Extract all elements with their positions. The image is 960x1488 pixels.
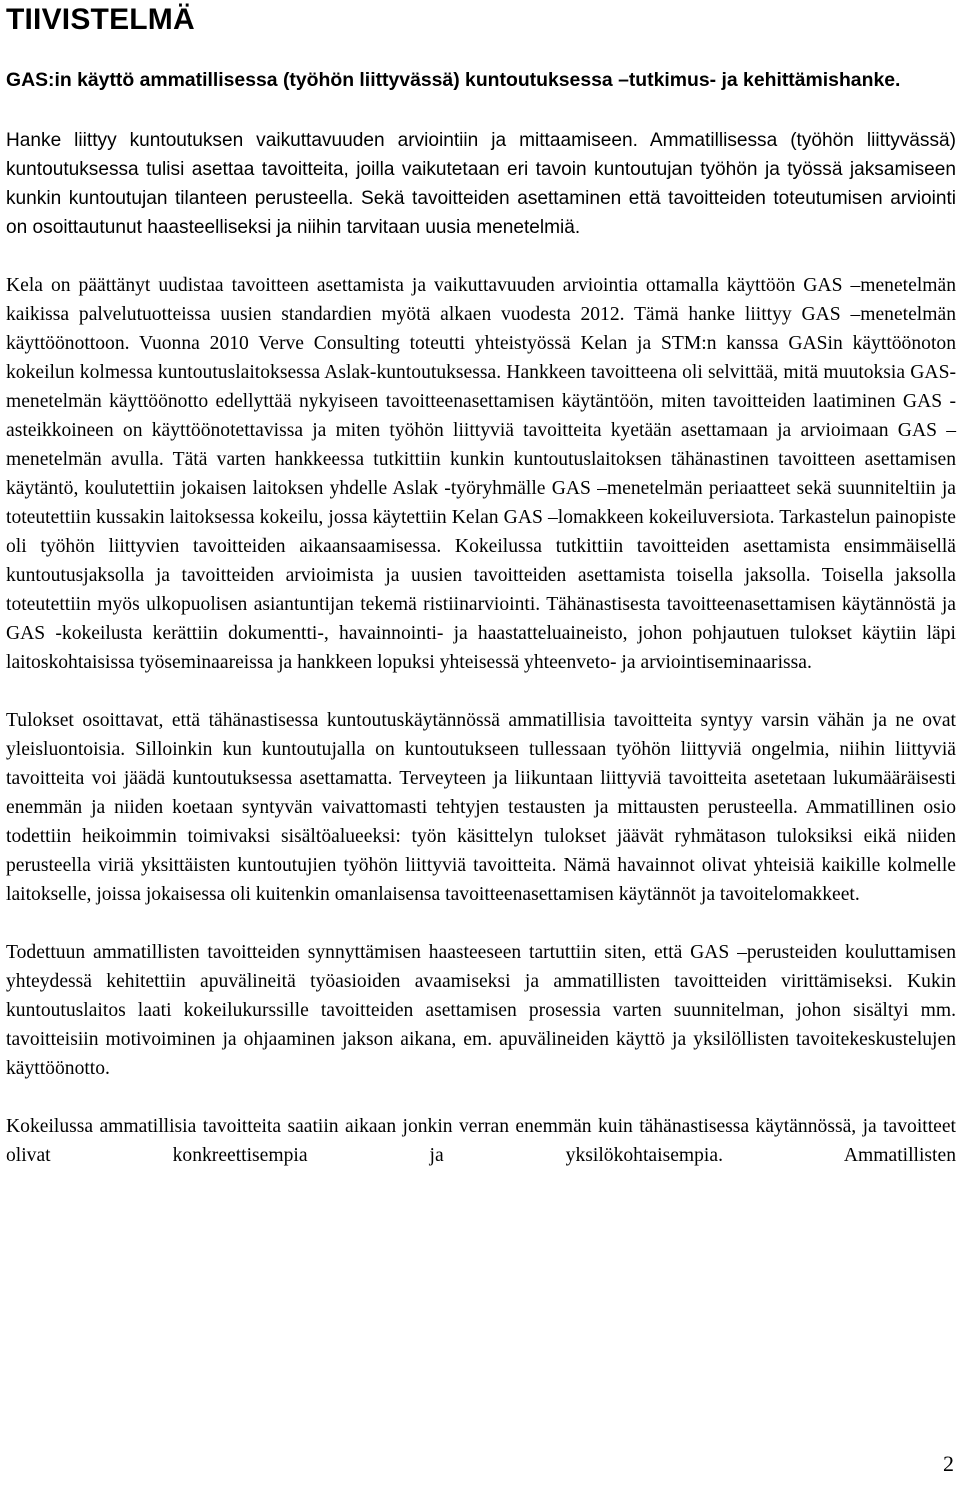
paragraph-results: Tulokset osoittavat, että tähänastisessa kuntoutuskäytännössä ammatillisia tavoitteita syntyy varsin vähän ja ne ovat yleisluontoisia. Silloinkin kun kuntoutujalla on kuntoutukseen tullessaan työhön liittyviä ongelmia, niihin liittyviä tavoitteita voi jäädä kuntoutuksessa asettamatta. Terveyteen ja liikuntaan liittyviä tavoitteita asetetaan lukumääräisesti enemmän ja niiden koetaan syntyvän vaivattomasti tehtyjen testausten ja mittausten perusteella. Ammatillinen osio todettiin heikoimmin toimivaksi sisältöalueeksi: työn käsittelyn tulokset jäävät ryhmätason tuloksiksi eikä niiden perusteella viriä yksittäisten kuntoutujien työhön liittyviä tavoitteita. Nämä havainnot olivat yhteisiä kaikille kolmelle laitokselle, joissa jokaisessa oli kuitenkin omanlaisensa tavoitteenasettamisen käytännöt ja tavoitelomakkeet. bbox=[6, 710, 956, 905]
page-number: 2 bbox=[943, 1451, 954, 1476]
paragraph-trial: Kokeilussa ammatillisia tavoitteita saatiin aikaan jonkin verran enemmän kuin tähänastisessa käytännössä, ja tavoitteet olivat konkreettisempia ja yksilökohtaisempia. Ammatillisten bbox=[6, 1116, 956, 1166]
document-page bbox=[6, 0, 956, 1170]
paragraph-intro: Hanke liittyy kuntoutuksen vaikuttavuuden arviointiin ja mittaamiseen. Ammatillisessa (työhön liittyvässä) kuntoutuksessa tulisi asettaa tavoitteita, joilla vaikutetaan eri tavoin kuntoutujan työhön ja työssä jaksamiseen kunkin kuntoutujan tilanteen perusteella. Sekä tavoitteiden asettaminen että tavoitteiden toteutumisen arviointi on osoittautunut haasteelliseksi ja niihin tarvitaan uusia menetelmiä. bbox=[6, 130, 956, 238]
page-title: TIIVISTELMÄ bbox=[6, 3, 195, 36]
paragraph-background: Kela on päättänyt uudistaa tavoitteen asettamista ja vaikuttavuuden arviointia ottamalla käyttöön GAS –menetelmän kaikissa palvelutuotteissa uusien standardien myötä alkaen vuodesta 2012. Tämä hanke liittyy GAS –menetelmän käyttöönottoon. Vuonna 2010 Verve Consulting toteutti yhteistyössä Kelan ja STM:n kanssa GASin käyttöönoton kokeilun kolmessa kuntoutuslaitoksessa Aslak-kuntoutuksessa. Hankkeen tavoitteena oli selvittää, mitä muutoksia GAS-menetelmän käyttöönotto edellyttää nykyiseen tavoitteenasettamisen käytäntöön, miten tavoitteiden laatiminen GAS -asteikkoineen on käyttöönotettavissa ja miten työhön liittyviä tavoitteita kyetään asettamaan ja arvioimaan GAS –menetelmän avulla. Tätä varten hankkeessa tutkittiin kunkin kuntoutuslaitoksen tähänastinen tavoitteen asettamisen käytäntö, koulutettiin jokaisen laitoksen yhdelle Aslak -työryhmälle GAS –menetelmän periaatteet sekä suunniteltiin ja toteutettiin kussakin laitoksessa kokeilu, jossa käytettiin Kelan GAS –lomakkeen kokeiluversiota. Tarkastelun painopiste oli työhön liittyvien tavoitteiden aikaansaamisessa. Kokeilussa tutkittiin tavoitteiden asettamista ensimmäisellä kuntoutusjaksolla ja tavoitteiden arvioimista ja uusien tavoitteiden asettamista toisella jaksolla. Toisella jaksolla toteutettiin myös ulkopuolisen asiantuntijan tekemä ristiinarviointi. Tähänastisesta tavoitteenasettamisen käytännöstä ja GAS -kokeilusta kerättiin dokumentti-, havainnointi- ja haastatteluaineisto, johon pohjautuen tulokset käytiin läpi laitoskohtaisissa työseminaareissa ja hankkeen lopuksi yhteisessä yhteenveto- ja arviointiseminaarissa. bbox=[6, 275, 956, 673]
paragraph-development: Todettuun ammatillisten tavoitteiden synnyttämisen haasteeseen tartuttiin siten, että GAS –perusteiden kouluttamisen yhteydessä kehitettiin apuvälineitä työasioiden avaamiseksi ja ammatillisten tavoitteiden virittämiseksi. Kukin kuntoutuslaitos laati kokeilukurssille tavoitteiden asettamisen prosessia varten suunnitelman, johon sisältyi mm. tavoitteisiin motivoiminen ja ohjaaminen jakson aikana, em. apuvälineiden käyttö ja yksilöllisten tavoitekeskustelujen käyttöönotto. bbox=[6, 942, 956, 1079]
project-subtitle: GAS:in käyttö ammatillisessa (työhön liittyvässä) kuntoutuksessa –tutkimus- ja kehittämishanke. bbox=[6, 69, 901, 91]
